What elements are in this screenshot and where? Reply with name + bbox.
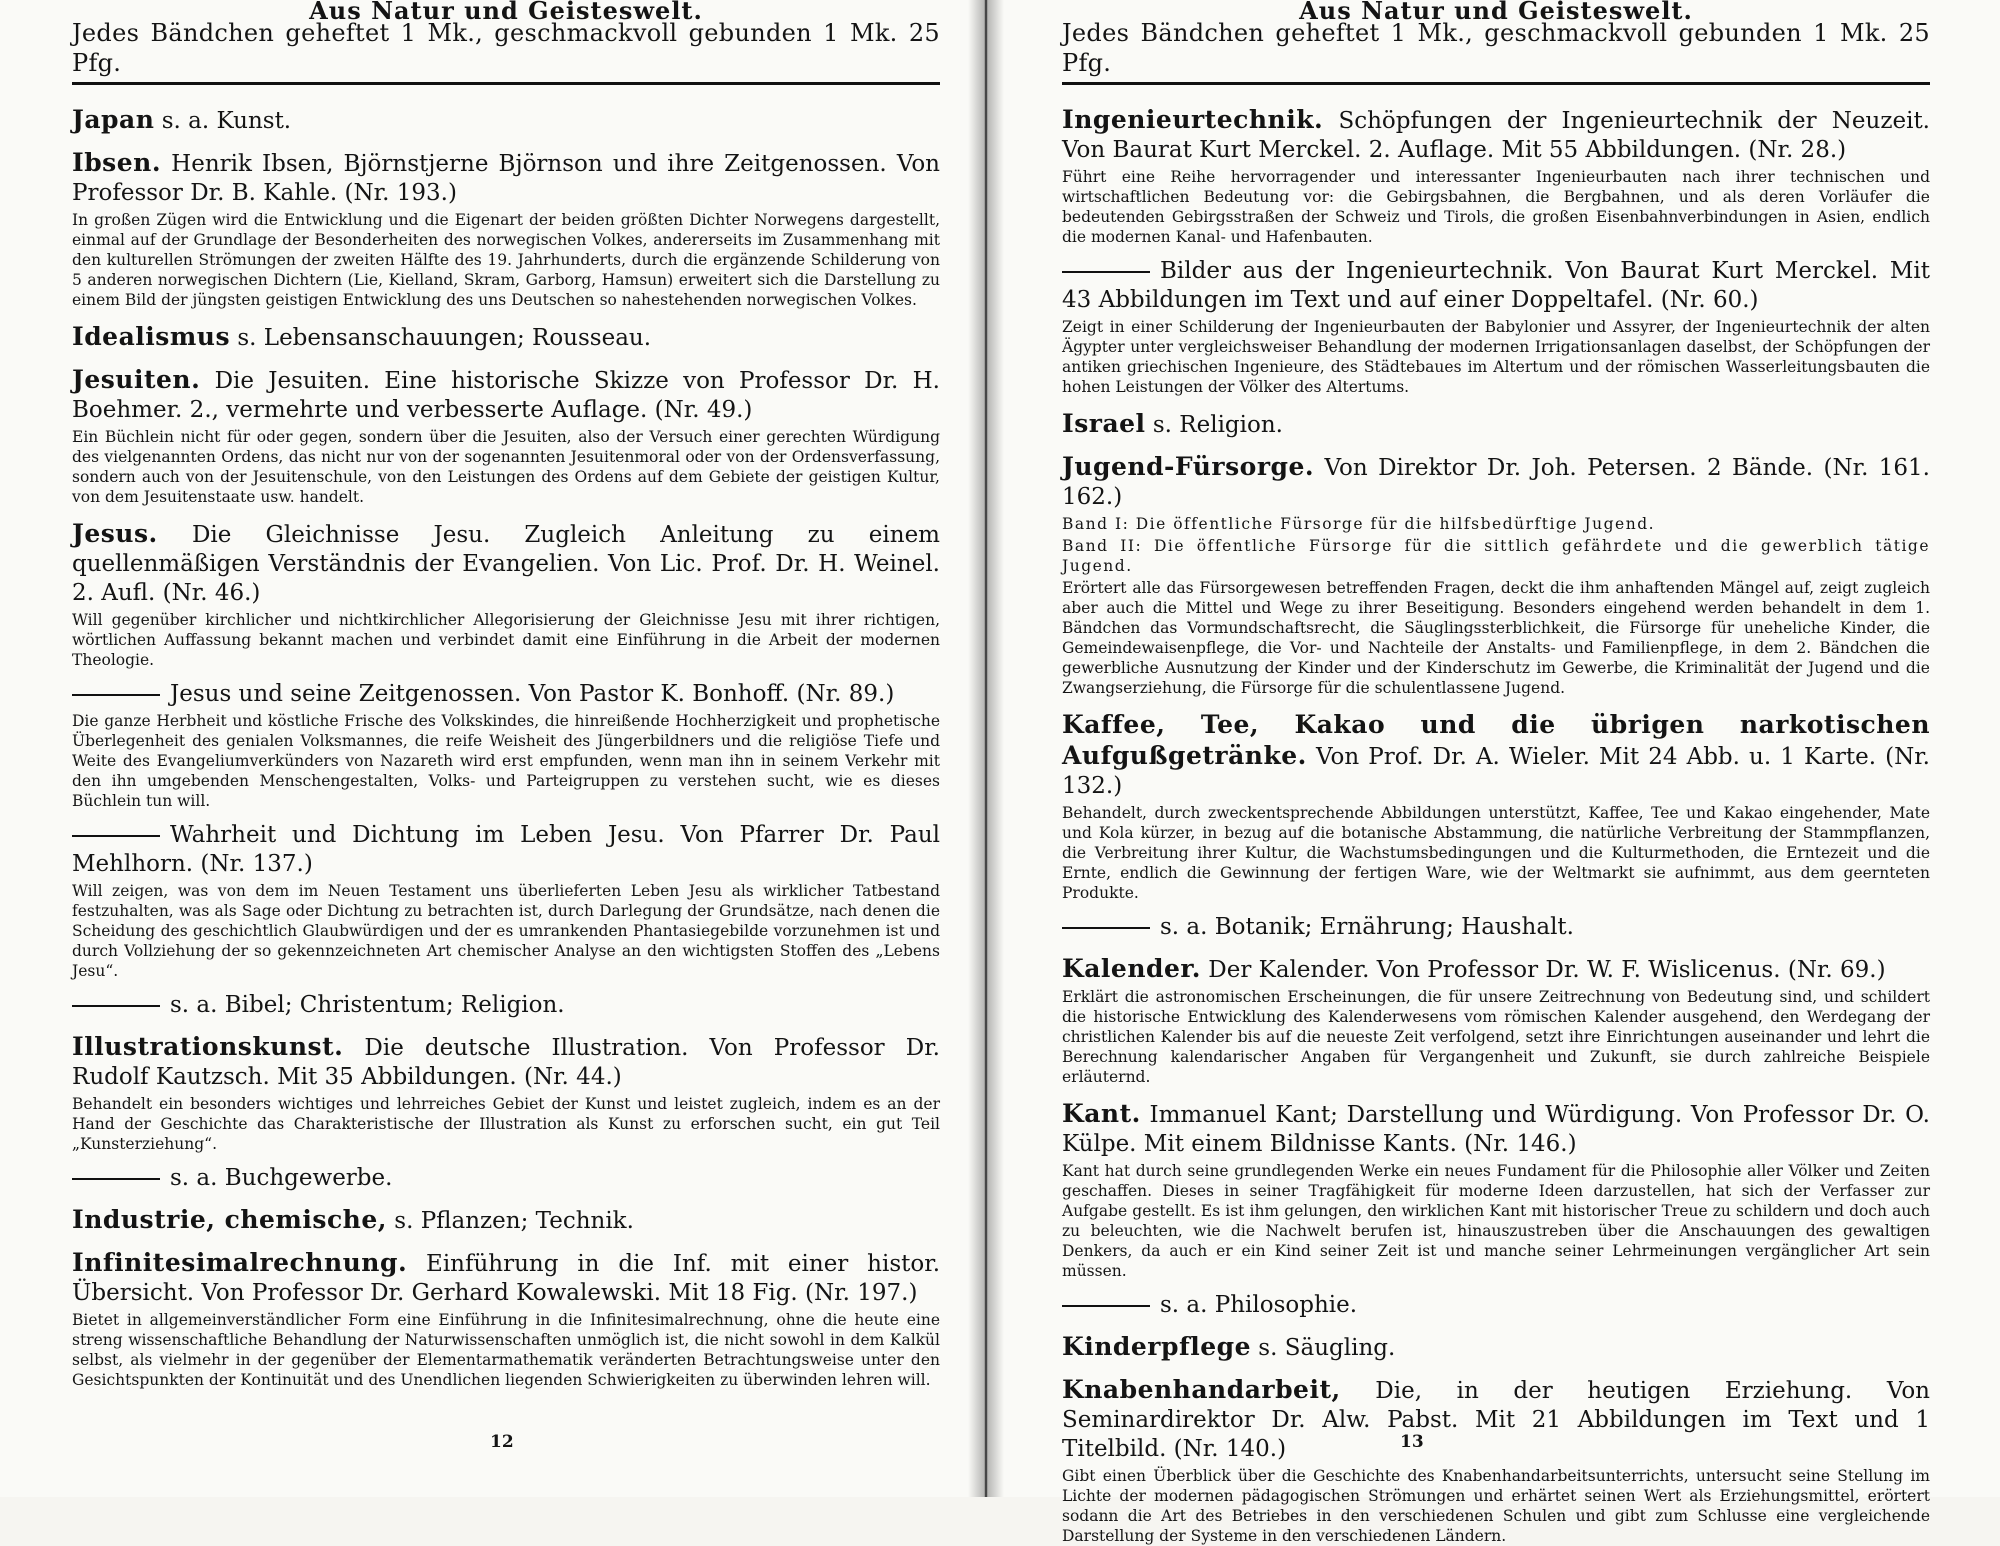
catalog-entry xyxy=(1062,913,1930,942)
entry-title: Henrik Ibsen, Björnstjerne Björnson und ihre Zeitgenossen. Von Professor Dr. B. Kahle. (Nr. 193.) xyxy=(72,151,940,206)
ditto-dash xyxy=(72,1005,160,1007)
entry-title: Wahrheit und Dichtung im Leben Jesu. Von Pfarrer Dr. Paul Mehlhorn. (Nr. 137.) xyxy=(72,822,940,877)
catalog-entry xyxy=(1062,105,1930,247)
right-header xyxy=(1062,0,1930,85)
entry-keyword: Idealismus xyxy=(72,322,231,351)
entry-title: Die Jesuiten. Eine historische Skizze von Professor Dr. H. Boehmer. 2., vermehrte und verbesserte Auflage. (Nr. 49.) xyxy=(72,368,940,423)
entry-heading xyxy=(1062,1099,1930,1159)
entry-keyword: Israel xyxy=(1062,409,1146,438)
entry-description: Behandelt ein besonders wichtiges und lehrreiches Gebiet der Kunst und leistet zugleich, indem es an der Hand der Geschichte das Charakteristische der Illustration als Kunst zu erforschen sucht, ein gut Teil „Kunsterziehung“. xyxy=(72,1095,940,1153)
catalog-entry xyxy=(72,680,940,811)
entry-keyword: Kaffee, Tee, Kakao und die übrigen narkotischen Aufgußgetränke. xyxy=(1062,710,1930,770)
entry-heading xyxy=(72,365,940,425)
entry-title: Immanuel Kant; Darstellung und Würdigung. Von Professor Dr. O. Külpe. Mit einem Bildnisse Kants. (Nr. 146.) xyxy=(1062,1102,1930,1157)
catalog-entry xyxy=(72,148,940,310)
entry-heading xyxy=(72,1164,940,1193)
entry-keyword: Industrie, chemische, xyxy=(72,1205,387,1234)
ditto-dash xyxy=(1062,1305,1150,1307)
ditto-dash xyxy=(72,694,160,696)
entry-title: s. a. Philosophie. xyxy=(1160,1292,1358,1318)
catalog-entry xyxy=(1062,257,1930,397)
entry-keyword: Ingenieurtechnik. xyxy=(1062,105,1324,134)
page-number: 12 xyxy=(490,1432,514,1452)
entry-heading xyxy=(1062,105,1930,165)
entry-keyword: Japan xyxy=(72,105,155,134)
entry-heading xyxy=(1062,1291,1930,1320)
entry-heading xyxy=(72,1032,940,1092)
catalog-entry xyxy=(72,1205,940,1236)
entry-title: Schöpfungen der Ingenieurtechnik der Neuzeit. Von Baurat Kurt Merckel. 2. Auflage. Mit 55 Abbildungen. (Nr. 28.) xyxy=(1062,108,1930,163)
ditto-dash xyxy=(72,835,160,837)
entry-title: Jesus und seine Zeitgenossen. Von Pastor K. Bonhoff. (Nr. 89.) xyxy=(170,681,895,707)
catalog-entry xyxy=(72,991,940,1020)
entry-title: s. Pflanzen; Technik. xyxy=(386,1208,634,1234)
entry-description: Erklärt die astronomischen Erscheinungen, die für unsere Zeitrechnung von Bedeutung sind, und schildert die historische Entwicklung des Kalenderwesens vom römischen Kalender ausgehend, den Werdegang der christlichen Kalender bis auf die neueste Zeit verfolgend, setzt ihre Einrichtungen auseinander und lehrt die Berechnung kalendarischer Angaben für Vergangenheit und Zukunft, sie durch zahlreiche Beispiele erläuternd. xyxy=(1062,988,1930,1086)
entry-keyword: Knabenhandarbeit, xyxy=(1062,1375,1341,1404)
entry-heading xyxy=(1062,409,1930,440)
entry-description: Zeigt in einer Schilderung der Ingenieurbauten der Babylonier und Assyrer, der Ingenieurtechnik der alten Ägypter unter vergleichsweiser Behandlung der modernen Irrigationsanlagen daselbst, der Schöpfungen der antiken griechischen Ingenieure, des Städtebaues im Altertum und der römischen Wasserleitungsbauten die hohen Leistungen der Völker des Altertums. xyxy=(1062,318,1930,396)
entry-description: Erörtert alle das Fürsorgewesen betreffenden Fragen, deckt die ihm anhaftenden Mängel auf, zeigt zugleich aber auch die Mittel und Wege zu ihrer Beseitigung. Besonders eingehend werden behandelt in dem 1. Bändchen das Vormundschaftsrecht, die Säuglingssterblichkeit, die Fürsorge für uneheliche Kinder, die Gemeindewaisenpflege, die Vor- und Nachteile der Anstalts- und Familienpflege, in dem 2. Bändchen die gewerbliche Ausnutzung der Kinder und der Kinderschutz im Gewerbe, die Kriminalität der Jugend und die Zwangserziehung, die Fürsorge für die schulentlassene Jugend. xyxy=(1062,579,1930,697)
entry-heading xyxy=(72,1248,940,1308)
catalog-entry xyxy=(1062,1291,1930,1320)
left-column xyxy=(72,0,940,1390)
catalog-entry xyxy=(72,105,940,136)
ditto-dash xyxy=(72,1178,160,1180)
entry-description: In großen Zügen wird die Entwicklung und die Eigenart der beiden größten Dichter Norwegens dargestellt, einmal auf der Grundlage der Besonderheiten des norwegischen Volkes, andererseits im Zusammenhang mit den kulturellen Strömungen der zweiten Hälfte des 19. Jahrhunderts, durch die ergänzende Schilderung von 5 anderen norwegischen Dichtern (Lie, Kielland, Skram, Garborg, Hamsun) erweitert sich die Darstellung zu einem Bild der jüngsten geistigen Entwicklung des uns Deutschen so nahestehenden norwegischen Volkes. xyxy=(72,211,940,309)
catalog-entry xyxy=(1062,452,1930,698)
book-gutter xyxy=(968,0,1004,1497)
entry-title: s. Lebensanschauungen; Rousseau. xyxy=(230,325,652,351)
page-number: 13 xyxy=(1400,1432,1424,1452)
entry-keyword: Kant. xyxy=(1062,1099,1141,1128)
entry-heading xyxy=(1062,257,1930,315)
right-column xyxy=(1062,0,1930,1546)
entry-heading xyxy=(72,1205,940,1236)
entry-keyword: Infinitesimalrechnung. xyxy=(72,1248,408,1277)
volume-line: Band II: Die öffentliche Fürsorge für die sittlich gefährdete und die gewerblich tätige Jugend. xyxy=(1062,537,1930,575)
entry-heading xyxy=(1062,452,1930,512)
right-page xyxy=(990,0,2000,1545)
catalog-entry xyxy=(1062,1099,1930,1281)
ditto-dash xyxy=(1062,271,1150,273)
catalog-entry xyxy=(72,1032,940,1154)
entry-heading xyxy=(1062,954,1930,985)
entry-title: Die, in der heutigen Erziehung. Von Seminardirektor Dr. Alw. Pabst. Mit 21 Abbildungen im Text und 1 Titelbild. (Nr. 140.) xyxy=(1062,1378,1930,1462)
entry-description: Die ganze Herbheit und köstliche Frische des Volkskindes, die hinreißende Hochherzigkeit und prophetische Überlegenheit des genialen Volksmannes, die reife Weisheit des Jüngerbildners und die religiöse Tiefe und Weite des Evangeliumverkünders von Nazareth wird erst empfunden, wenn man ihn in seinem Verkehr mit den ihn umgebenden Menschengestalten, Volks- und Parteigruppen zu verstehen sucht, wie es dieses Büchlein tun will. xyxy=(72,712,940,810)
entry-title: Der Kalender. Von Professor Dr. W. F. Wislicenus. (Nr. 69.) xyxy=(1200,957,1886,983)
entry-heading xyxy=(72,322,940,353)
entry-description: Will zeigen, was von dem im Neuen Testament uns überlieferten Leben Jesu als wirklicher Tatbestand festzuhalten, was als Sage oder Dichtung zu betrachten ist, durch Darlegung der Grundsätze, nach denen die Scheidung des geschichtlich Glaubwürdigen und der es umrankenden Phantasiegebilde vorzunehmen ist und durch Vollziehung der so gekennzeichneten Art chemischer Analyse an den wichtigsten Stoffen des „Lebens Jesu“. xyxy=(72,882,940,980)
catalog-entry xyxy=(72,821,940,981)
entry-title: s. a. Buchgewerbe. xyxy=(170,1165,393,1191)
entry-heading xyxy=(1062,1332,1930,1363)
entry-description: Will gegenüber kirchlicher und nichtkirchlicher Allegorisierung der Gleichnisse Jesu mit ihrer richtigen, wörtlichen Auffassung bekannt machen und verbindet damit eine Einführung in die Arbeit der modernen Theologie. xyxy=(72,611,940,669)
entry-title: s. Säugling. xyxy=(1250,1335,1396,1361)
entry-heading xyxy=(72,148,940,208)
ditto-dash xyxy=(1062,927,1150,929)
volume-line: Band I: Die öffentliche Fürsorge für die hilfsbedürftige Jugend. xyxy=(1062,515,1656,533)
catalog-entry xyxy=(1062,1332,1930,1363)
entry-heading xyxy=(72,821,940,879)
entry-description: Ein Büchlein nicht für oder gegen, sondern über die Jesuiten, also der Versuch einer gerechten Würdigung des vielgenannten Ordens, das nicht nur von der sogenannten Jesuitenmoral oder von der Ordensverfassung, sondern auch von der Jesuitenschule, von den Leistungen des Ordens auf dem Gebiete der geistigen Kultur, von dem Jesuitenstaate usw. handelt. xyxy=(72,428,940,506)
right-entries xyxy=(1062,105,1930,1546)
catalog-entry xyxy=(72,1248,940,1390)
catalog-entry xyxy=(72,365,940,507)
price-line: Jedes Bändchen geheftet 1 Mk., geschmackvoll gebunden 1 Mk. 25 Pfg. xyxy=(1062,19,1930,77)
entry-heading xyxy=(72,680,940,709)
left-header xyxy=(72,0,940,85)
entry-heading xyxy=(72,105,940,136)
entry-keyword: Jugend-Fürsorge. xyxy=(1062,452,1315,481)
entry-title: s. Religion. xyxy=(1145,412,1283,438)
entry-title: Bilder aus der Ingenieurtechnik. Von Baurat Kurt Merckel. Mit 43 Abbildungen im Text und auf einer Doppeltafel. (Nr. 60.) xyxy=(1062,258,1930,313)
entry-keyword: Ibsen. xyxy=(72,148,162,177)
entry-keyword: Illustrationskunst. xyxy=(72,1032,344,1061)
entry-title: Die deutsche Illustration. Von Professor Dr. Rudolf Kautzsch. Mit 35 Abbildungen. (Nr. 44.) xyxy=(72,1035,940,1090)
entry-title: s. a. Bibel; Christentum; Religion. xyxy=(170,992,565,1018)
entry-keyword: Kalender. xyxy=(1062,954,1201,983)
entry-title: s. a. Kunst. xyxy=(154,108,292,134)
entry-heading xyxy=(72,519,940,608)
entry-title: s. a. Botanik; Ernährung; Haushalt. xyxy=(1160,914,1574,940)
entry-description: Bietet in allgemeinverständlicher Form eine Einführung in die Infinitesimalrechnung, ohne die heute eine streng wissenschaftliche Behandlung der Naturwissenschaften unmöglich ist, die nicht sowohl in dem Kalkül selbst, als vielmehr in der gegenüber der Elementarmathematik veränderten Betrachtungsweise unter den Gesichtspunkten der Kontinuität und des Unendlichen liegenden Schwierigkeiten zu überwinden lehren will. xyxy=(72,1311,940,1389)
entry-keyword: Jesus. xyxy=(72,519,158,548)
entry-keyword: Kinderpflege xyxy=(1062,1332,1251,1361)
entry-title: Von Direktor Dr. Joh. Petersen. 2 Bände. (Nr. 161. 162.) xyxy=(1062,455,1930,510)
catalog-entry xyxy=(1062,710,1930,903)
catalog-entry xyxy=(72,1164,940,1193)
series-title: Aus Natur und Geisteswelt. xyxy=(1299,0,1693,25)
entry-heading xyxy=(1062,913,1930,942)
entry-description: Behandelt, durch zweckentsprechende Abbildungen unterstützt, Kaffee, Tee und Kakao eingehender, Mate und Kola kürzer, in bezug auf die botanische Abstammung, die natürliche Verbreitung der Stammpflanzen, die Verbreitung ihrer Kultur, die Wachstumsbedingungen und die Kulturmethoden, die Erntezeit und die Ernte, endlich die Gewinnung der fertigen Ware, wie der Weltmarkt sie aufnimmt, aus dem geernteten Produkte. xyxy=(1062,804,1930,902)
entry-title: Von Prof. Dr. A. Wieler. Mit 24 Abb. u. 1 Karte. (Nr. 132.) xyxy=(1062,744,1930,799)
entry-title: Einführung in die Inf. mit einer histor. Übersicht. Von Professor Dr. Gerhard Kowalewski. Mit 18 Fig. (Nr. 197.) xyxy=(72,1251,940,1306)
price-line: Jedes Bändchen geheftet 1 Mk., geschmackvoll gebunden 1 Mk. 25 Pfg. xyxy=(72,19,940,77)
entry-description: Kant hat durch seine grundlegenden Werke ein neues Fundament für die Philosophie aller Völker und Zeiten geschaffen. Dieses in seiner Tragfähigkeit für moderne Ideen darzustellen, hat sich der Verfasser zur Aufgabe gestellt. Es ist ihm gelungen, den wirklichen Kant mit historischer Treue zu schildern und doch auch zu beleuchten, wie die Nachwelt berufen ist, hinauszustreben über die Anschauungen des gewaltigen Denkers, da auch er ein Kind seiner Zeit ist und manche seiner Lehrmeinungen vergänglicher Art sein müssen. xyxy=(1062,1162,1930,1280)
entry-heading xyxy=(1062,1375,1930,1464)
catalog-entry xyxy=(1062,1375,1930,1546)
catalog-entry xyxy=(1062,954,1930,1087)
entry-description: Führt eine Reihe hervorragender und interessanter Ingenieurbauten nach ihrer technischen und wirtschaftlichen Bedeutung vor: die Gebirgsbahnen, die Bergbahnen, und als deren Vorläufer die bedeutenden Gebirgsstraßen der Schweiz und Tirols, die großen Eisenbahnverbindungen in Asien, endlich die modernen Kanal- und Hafenbauten. xyxy=(1062,168,1930,246)
entry-heading xyxy=(1062,710,1930,801)
left-entries xyxy=(72,105,940,1390)
entry-title: Die Gleichnisse Jesu. Zugleich Anleitung zu einem quellenmäßigen Verständnis der Evangelien. Von Lic. Prof. Dr. H. Weinel. 2. Aufl. (Nr. 46.) xyxy=(72,522,940,606)
catalog-entry xyxy=(72,519,940,670)
catalog-entry xyxy=(1062,409,1930,440)
entry-heading xyxy=(72,991,940,1020)
catalog-entry xyxy=(72,322,940,353)
series-title: Aus Natur und Geisteswelt. xyxy=(309,0,703,25)
left-page xyxy=(0,0,990,1497)
entry-description: Gibt einen Überblick über die Geschichte des Knabenhandarbeitsunterrichts, untersucht seine Stellung im Lichte der modernen pädagogischen Strömungen und erhärtet seinen Wert als Erziehungsmittel, erörtert sodann die Art des Betriebes in den verschiedenen Schulen und gibt zum Schlusse eine vergleichende Darstellung der Systeme in den verschiedenen Ländern. xyxy=(1062,1467,1930,1545)
entry-keyword: Jesuiten. xyxy=(72,365,201,394)
